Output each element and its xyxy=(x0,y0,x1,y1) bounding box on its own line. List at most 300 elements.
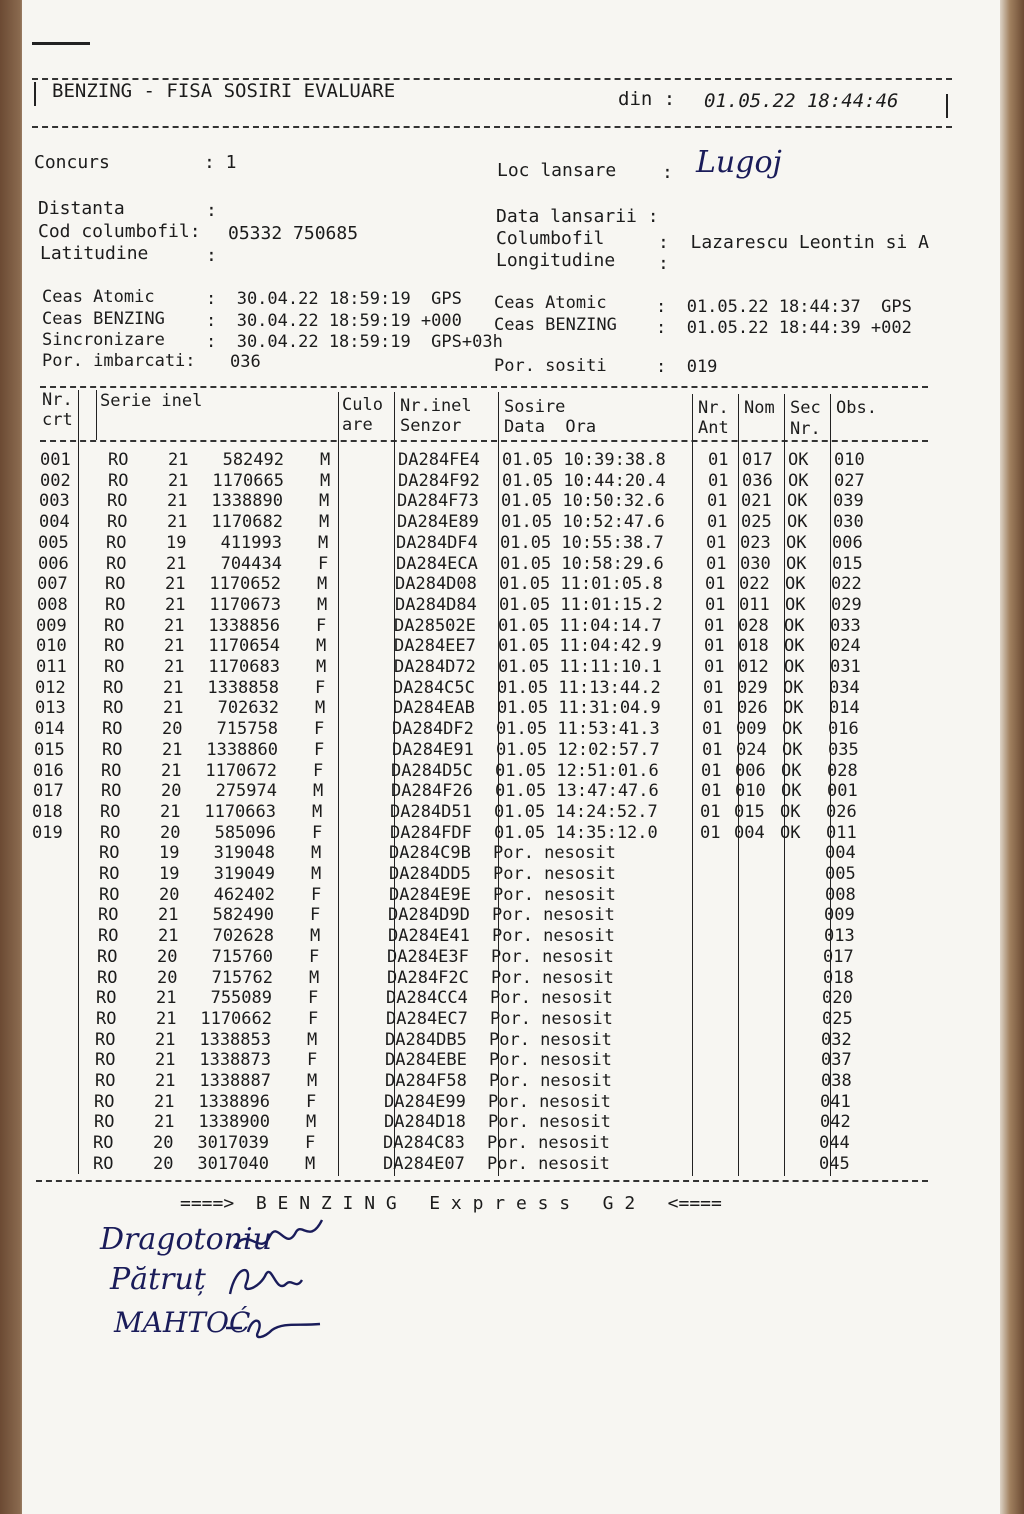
row-sensor: DA284E41 xyxy=(388,926,470,947)
row-arrival: 01.05 11:13:44.2 xyxy=(497,677,661,698)
row-nr: 007 xyxy=(37,574,68,595)
columbofil-value: : Lazarescu Leontin si A xyxy=(658,232,929,253)
row-obs: 016 xyxy=(828,719,859,740)
row-ring-serial: 715760 xyxy=(211,946,273,967)
concurs-value: : 1 xyxy=(204,152,237,173)
footer-banner: ====> B E N Z I N G E x p r e s s G 2 <==== xyxy=(180,1193,722,1214)
row-sec: OK xyxy=(783,677,804,698)
loc-lansare-handwritten: Lugoj xyxy=(696,145,782,180)
row-arrival: Por. nesosit xyxy=(491,946,614,967)
row-sensor: DA284DD5 xyxy=(389,864,471,884)
row-sec: OK xyxy=(780,801,801,822)
signature-mahtoc: MAHTOĆ xyxy=(114,1306,251,1339)
row-obs: 015 xyxy=(832,553,863,574)
row-sec: OK xyxy=(782,739,803,760)
por-imbarcati-label: Por. imbarcati: xyxy=(42,351,196,371)
row-sex: M xyxy=(311,864,322,884)
row-country: RO xyxy=(103,677,124,698)
row-arrival: 01.05 12:51:01.6 xyxy=(495,760,659,781)
row-year: 20 xyxy=(159,884,180,905)
row-arrival: Por. nesosit xyxy=(489,1050,612,1071)
cod-columbofil-label: Cod columbofil: xyxy=(38,221,201,242)
ceas-benzing-end-value: : 01.05.22 18:44:39 +002 xyxy=(656,318,912,338)
row-antenna: 01 xyxy=(703,698,724,719)
row-country: RO xyxy=(106,532,127,553)
row-obs: 039 xyxy=(833,491,864,512)
row-arrival: Por. nesosit xyxy=(490,988,613,1009)
row-obs: 042 xyxy=(820,1112,851,1133)
row-sec: OK xyxy=(783,698,804,719)
row-sensor: DA284EAB xyxy=(393,698,475,719)
row-sensor: DA284F73 xyxy=(397,491,479,512)
row-country: RO xyxy=(103,698,124,719)
row-year: 21 xyxy=(158,905,179,926)
row-nom: 004 xyxy=(734,822,765,843)
row-obs: 024 xyxy=(830,636,861,657)
row-ring-serial: 702628 xyxy=(212,926,274,947)
row-country: RO xyxy=(104,657,125,677)
row-nr: 003 xyxy=(39,491,70,512)
longitudine-sep: : xyxy=(658,253,669,274)
row-arrival: Por. nesosit xyxy=(491,967,614,988)
row-year: 21 xyxy=(164,636,185,657)
row-arrival: Por. nesosit xyxy=(488,1112,611,1133)
row-antenna: 01 xyxy=(704,636,725,657)
col-nr-inel-header-2: Senzor xyxy=(400,416,462,436)
col-nom-header: Nom xyxy=(744,398,775,418)
row-sec: OK xyxy=(785,574,806,595)
signature-patrut: Pătruț xyxy=(110,1262,206,1297)
ceas-benzing-start-value: : 30.04.22 18:59:19 +000 xyxy=(206,311,462,331)
row-sensor: DA284F26 xyxy=(391,781,473,802)
row-ring-serial: 1338887 xyxy=(199,1071,271,1091)
row-nom: 006 xyxy=(735,760,766,781)
row-country: RO xyxy=(105,574,126,595)
row-country: RO xyxy=(100,822,121,843)
row-arrival: Por. nesosit xyxy=(493,843,616,864)
sincronizare-label: Sincronizare xyxy=(42,330,165,350)
row-sensor: DA284DB5 xyxy=(385,1029,467,1050)
row-country: RO xyxy=(108,450,129,470)
columbofil-label: Columbofil xyxy=(496,228,605,249)
row-obs: 027 xyxy=(834,470,865,491)
row-country: RO xyxy=(95,1050,116,1071)
row-sex: M xyxy=(305,1153,316,1174)
row-sensor: DA284F92 xyxy=(398,470,480,491)
row-antenna: 01 xyxy=(706,532,727,553)
top-mark xyxy=(32,42,90,45)
row-obs: 018 xyxy=(823,967,854,988)
row-sex: F xyxy=(306,1091,317,1112)
row-nr: 004 xyxy=(39,512,70,533)
row-nr: 013 xyxy=(35,698,66,719)
row-arrival: 01.05 11:11:10.1 xyxy=(498,657,662,677)
row-ring-serial: 1170654 xyxy=(208,636,280,657)
row-ring-serial: 3017040 xyxy=(197,1153,269,1174)
row-arrival: 01.05 11:01:05.8 xyxy=(499,574,663,595)
row-nr: 015 xyxy=(34,739,65,760)
row-obs: 020 xyxy=(822,988,853,1009)
row-sex: F xyxy=(313,760,324,781)
row-sensor: DA284E99 xyxy=(384,1091,466,1112)
header-right-bar xyxy=(946,94,948,118)
row-ring-serial: 1338856 xyxy=(208,615,280,636)
row-antenna: 01 xyxy=(701,781,722,802)
row-arrival: Por. nesosit xyxy=(492,905,615,926)
signature-scribble-2 xyxy=(226,1260,306,1304)
row-nr: 012 xyxy=(35,677,66,698)
distanta-label: Distanta xyxy=(38,198,125,219)
row-sex: M xyxy=(320,450,331,470)
row-arrival: 01.05 11:31:04.9 xyxy=(497,698,661,719)
row-sex: M xyxy=(311,843,322,864)
row-nom: 010 xyxy=(735,781,766,802)
row-sensor: DA284D51 xyxy=(390,801,472,822)
row-obs: 034 xyxy=(829,677,860,698)
row-sex: M xyxy=(319,512,330,533)
loc-lansare-label: Loc lansare xyxy=(497,160,617,181)
row-antenna: 01 xyxy=(704,615,725,636)
row-sensor: DA284FDF xyxy=(390,822,472,843)
row-ring-serial: 715762 xyxy=(211,967,273,988)
row-obs: 045 xyxy=(819,1153,850,1174)
row-sensor: DA284D9D xyxy=(388,905,470,926)
row-antenna: 01 xyxy=(705,574,726,595)
data-lansarii-label: Data lansarii : xyxy=(496,206,659,227)
row-obs: 033 xyxy=(830,615,861,636)
row-nom: 017 xyxy=(742,450,773,470)
row-sensor: DA284F58 xyxy=(385,1071,467,1091)
row-sex: M xyxy=(315,698,326,719)
row-year: 20 xyxy=(157,946,178,967)
row-antenna: 01 xyxy=(704,657,725,677)
row-year: 20 xyxy=(162,719,183,740)
row-sensor: DA284D72 xyxy=(394,657,476,677)
row-country: RO xyxy=(99,884,120,905)
row-obs: 029 xyxy=(831,594,862,615)
row-year: 21 xyxy=(155,1071,176,1091)
row-sex: F xyxy=(315,677,326,698)
row-year: 19 xyxy=(166,532,187,553)
row-sec: OK xyxy=(781,781,802,802)
row-sensor: DA284E3F xyxy=(387,946,469,967)
row-country: RO xyxy=(108,470,129,491)
row-sec: OK xyxy=(786,553,807,574)
concurs-label: Concurs xyxy=(34,152,110,173)
cod-columbofil-value: 05332 750685 xyxy=(228,223,359,244)
ceas-atomic-end-value: : 01.05.22 18:44:37 GPS xyxy=(656,297,912,317)
row-ring-serial: 582492 xyxy=(222,450,284,470)
row-sensor: DA284CC4 xyxy=(386,988,468,1009)
row-ring-serial: 1338860 xyxy=(206,739,278,760)
row-sex: M xyxy=(310,926,321,947)
row-nr: 010 xyxy=(36,636,67,657)
row-antenna: 01 xyxy=(700,801,721,822)
row-sex: F xyxy=(310,905,321,926)
row-sensor: DA284DF4 xyxy=(396,532,478,553)
row-nom: 018 xyxy=(738,636,769,657)
row-ring-serial: 582490 xyxy=(212,905,274,926)
ceas-benzing-end-label: Ceas BENZING xyxy=(494,315,617,335)
row-year: 19 xyxy=(159,843,180,864)
row-sec: OK xyxy=(786,532,807,553)
row-obs: 014 xyxy=(829,698,860,719)
row-arrival: 01.05 10:39:38.8 xyxy=(502,450,666,470)
col-nr-ant-header-1: Nr. xyxy=(698,398,729,418)
row-sex: M xyxy=(307,1071,318,1091)
row-arrival: 01.05 11:04:14.7 xyxy=(498,615,662,636)
row-arrival: 01.05 11:53:41.3 xyxy=(496,719,660,740)
row-year: 21 xyxy=(158,926,179,947)
row-sensor: DA284E07 xyxy=(383,1153,465,1174)
row-sensor: DA284DF2 xyxy=(392,719,474,740)
row-nom: 012 xyxy=(738,657,769,677)
col-obs-header: Obs. xyxy=(836,398,877,418)
row-arrival: Por. nesosit xyxy=(493,864,616,884)
row-nom: 021 xyxy=(741,491,772,512)
row-country: RO xyxy=(99,864,120,884)
row-arrival: 01.05 10:44:20.4 xyxy=(502,470,666,491)
row-sex: M xyxy=(320,470,331,491)
row-arrival: 01.05 10:52:47.6 xyxy=(501,512,665,533)
row-sensor: DA284F2C xyxy=(387,967,469,988)
signature-scribble-1 xyxy=(230,1214,330,1264)
row-obs: 004 xyxy=(825,843,856,864)
row-ring-serial: 3017039 xyxy=(197,1133,269,1154)
row-ring-serial: 1338890 xyxy=(211,491,283,512)
row-antenna: 01 xyxy=(702,719,723,740)
row-year: 21 xyxy=(163,698,184,719)
row-sensor: DA284C83 xyxy=(383,1133,465,1154)
por-sositi-value: : 019 xyxy=(656,357,718,377)
row-sex: F xyxy=(314,739,325,760)
row-sec: OK xyxy=(780,822,801,843)
row-obs: 010 xyxy=(834,450,865,470)
row-sex: M xyxy=(319,491,330,512)
row-country: RO xyxy=(101,760,122,781)
col-sec-header-1: Sec xyxy=(790,398,821,418)
row-obs: 028 xyxy=(827,760,858,781)
report-date-label: din : xyxy=(618,88,676,110)
row-nr: 019 xyxy=(32,822,63,843)
row-nr: 005 xyxy=(38,532,69,553)
row-year: 21 xyxy=(160,801,181,822)
row-country: RO xyxy=(106,553,127,574)
row-sex: M xyxy=(318,532,329,553)
row-year: 21 xyxy=(156,1008,177,1029)
row-obs: 009 xyxy=(824,905,855,926)
row-sensor: DA284E89 xyxy=(397,512,479,533)
row-sec: OK xyxy=(781,760,802,781)
row-obs: 044 xyxy=(819,1133,850,1154)
row-arrival: 01.05 14:24:52.7 xyxy=(494,801,658,822)
col-culoare-header-1: Culo xyxy=(342,395,383,415)
row-country: RO xyxy=(97,946,118,967)
row-nr: 006 xyxy=(38,553,69,574)
row-obs: 001 xyxy=(827,781,858,802)
row-arrival: Por. nesosit xyxy=(490,1008,613,1029)
row-sex: F xyxy=(308,1008,319,1029)
row-antenna: 01 xyxy=(707,512,728,533)
row-sec: OK xyxy=(784,636,805,657)
row-arrival: Por. nesosit xyxy=(487,1153,610,1174)
row-country: RO xyxy=(95,1029,116,1050)
row-country: RO xyxy=(98,926,119,947)
header-bottom-rule xyxy=(32,126,952,128)
row-sensor: DA284E9E xyxy=(389,884,471,905)
row-ring-serial: 1338853 xyxy=(199,1029,271,1050)
row-sec: OK xyxy=(785,594,806,615)
row-sensor: DA284EC7 xyxy=(386,1008,468,1029)
latitudine-sep: : xyxy=(206,245,217,266)
row-country: RO xyxy=(101,781,122,802)
col-sep-culoare-start xyxy=(338,392,339,1176)
row-nr: 018 xyxy=(32,801,63,822)
row-antenna: 01 xyxy=(702,739,723,760)
row-ring-serial: 1338858 xyxy=(207,677,279,698)
longitudine-label: Longitudine xyxy=(496,250,616,271)
row-sensor: DA284ECA xyxy=(396,553,478,574)
row-country: RO xyxy=(102,719,123,740)
row-sex: M xyxy=(307,1029,318,1050)
table-header-rule xyxy=(40,440,928,442)
row-year: 21 xyxy=(168,470,189,491)
col-nr-inel-header-1: Nr.inel xyxy=(400,396,472,416)
row-nom: 015 xyxy=(734,801,765,822)
table-bottom-rule xyxy=(36,1180,928,1182)
row-year: 21 xyxy=(167,491,188,512)
row-ring-serial: 1170683 xyxy=(208,657,280,677)
row-sensor: DA284E91 xyxy=(392,739,474,760)
header-left-bar xyxy=(34,82,36,106)
row-arrival: 01.05 14:35:12.0 xyxy=(494,822,658,843)
row-ring-serial: 462402 xyxy=(213,884,275,905)
row-year: 21 xyxy=(162,739,183,760)
ceas-atomic-start-value: : 30.04.22 18:59:19 GPS xyxy=(206,289,462,309)
row-arrival: Por. nesosit xyxy=(489,1071,612,1091)
row-arrival: 01.05 11:04:42.9 xyxy=(498,636,662,657)
row-antenna: 01 xyxy=(708,470,729,491)
row-obs: 037 xyxy=(821,1050,852,1071)
row-sensor: DA284FE4 xyxy=(398,450,480,470)
row-ring-serial: 755089 xyxy=(210,988,272,1009)
row-nr: 011 xyxy=(36,657,67,677)
row-arrival: Por. nesosit xyxy=(488,1091,611,1112)
row-arrival: Por. nesosit xyxy=(487,1133,610,1154)
row-year: 21 xyxy=(161,760,182,781)
row-sensor: DA28502E xyxy=(394,615,476,636)
row-nr: 002 xyxy=(40,470,71,491)
row-country: RO xyxy=(96,1008,117,1029)
row-arrival: Por. nesosit xyxy=(489,1029,612,1050)
row-sex: M xyxy=(316,636,327,657)
row-sex: F xyxy=(307,1050,318,1071)
row-nr: 001 xyxy=(40,450,71,470)
row-obs: 013 xyxy=(824,926,855,947)
latitudine-label: Latitudine xyxy=(40,243,149,264)
row-sensor: DA284D84 xyxy=(395,594,477,615)
row-year: 21 xyxy=(164,657,185,677)
row-ring-serial: 319049 xyxy=(213,864,275,884)
row-year: 20 xyxy=(153,1153,174,1174)
row-sec: OK xyxy=(787,512,808,533)
row-nom: 028 xyxy=(738,615,769,636)
row-ring-serial: 1170652 xyxy=(209,574,281,595)
row-ring-serial: 704434 xyxy=(220,553,282,574)
row-sex: F xyxy=(309,946,320,967)
row-nom: 024 xyxy=(736,739,767,760)
row-ring-serial: 1170663 xyxy=(204,801,276,822)
row-country: RO xyxy=(107,512,128,533)
row-sec: OK xyxy=(787,491,808,512)
row-sex: M xyxy=(316,657,327,677)
sincronizare-value: : 30.04.22 18:59:19 GPS+03h xyxy=(206,332,503,352)
row-nr: 017 xyxy=(33,781,64,802)
col-nr-crt-header-1: Nr. xyxy=(42,390,73,410)
row-antenna: 01 xyxy=(705,594,726,615)
row-obs: 008 xyxy=(825,884,856,905)
row-year: 21 xyxy=(166,553,187,574)
signature-scribble-3 xyxy=(224,1310,324,1346)
row-arrival: 01.05 13:47:47.6 xyxy=(495,781,659,802)
signature-dragotoniu: Dragotoniu xyxy=(100,1222,272,1257)
row-year: 21 xyxy=(155,1029,176,1050)
row-arrival: 01.05 10:55:38.7 xyxy=(500,532,664,553)
row-country: RO xyxy=(97,967,118,988)
report-title: BENZING - FISA SOSIRI EVALUARE xyxy=(52,80,396,102)
row-sensor: DA284EE7 xyxy=(394,636,476,657)
row-country: RO xyxy=(107,491,128,512)
row-obs: 038 xyxy=(821,1071,852,1091)
row-nom: 025 xyxy=(741,512,772,533)
row-nom: 036 xyxy=(742,470,773,491)
row-sensor: DA284EBE xyxy=(385,1050,467,1071)
row-obs: 041 xyxy=(820,1091,851,1112)
row-country: RO xyxy=(104,615,125,636)
row-arrival: Por. nesosit xyxy=(492,926,615,947)
row-year: 21 xyxy=(155,1050,176,1071)
printout-sheet xyxy=(22,0,1000,1514)
col-sep-serie xyxy=(96,390,97,440)
row-year: 21 xyxy=(164,615,185,636)
row-year: 20 xyxy=(153,1133,174,1154)
row-year: 21 xyxy=(167,512,188,533)
row-arrival: 01.05 11:01:15.2 xyxy=(499,594,663,615)
col-serie-inel-header: Serie inel xyxy=(100,391,203,411)
row-sensor: DA284D08 xyxy=(395,574,477,595)
col-nr-crt-header-2: crt xyxy=(42,410,73,430)
col-nr-ant-header-2: Ant xyxy=(698,418,729,438)
row-antenna: 01 xyxy=(706,553,727,574)
row-country: RO xyxy=(100,801,121,822)
row-ring-serial: 319048 xyxy=(213,843,275,864)
row-year: 21 xyxy=(154,1091,175,1112)
row-arrival: 01.05 12:02:57.7 xyxy=(496,739,660,760)
row-ring-serial: 1338873 xyxy=(199,1050,271,1071)
row-sex: F xyxy=(311,884,322,905)
row-ring-serial: 702632 xyxy=(217,698,279,719)
row-year: 20 xyxy=(160,822,181,843)
row-year: 20 xyxy=(161,781,182,802)
row-obs: 035 xyxy=(828,739,859,760)
row-ring-serial: 1170673 xyxy=(209,594,281,615)
row-nom: 023 xyxy=(740,532,771,553)
row-sensor: DA284D5C xyxy=(391,760,473,781)
col-sep-ant xyxy=(692,394,693,1176)
row-year: 21 xyxy=(168,450,189,470)
row-antenna: 01 xyxy=(703,677,724,698)
ceas-atomic-start-label: Ceas Atomic xyxy=(42,287,155,307)
